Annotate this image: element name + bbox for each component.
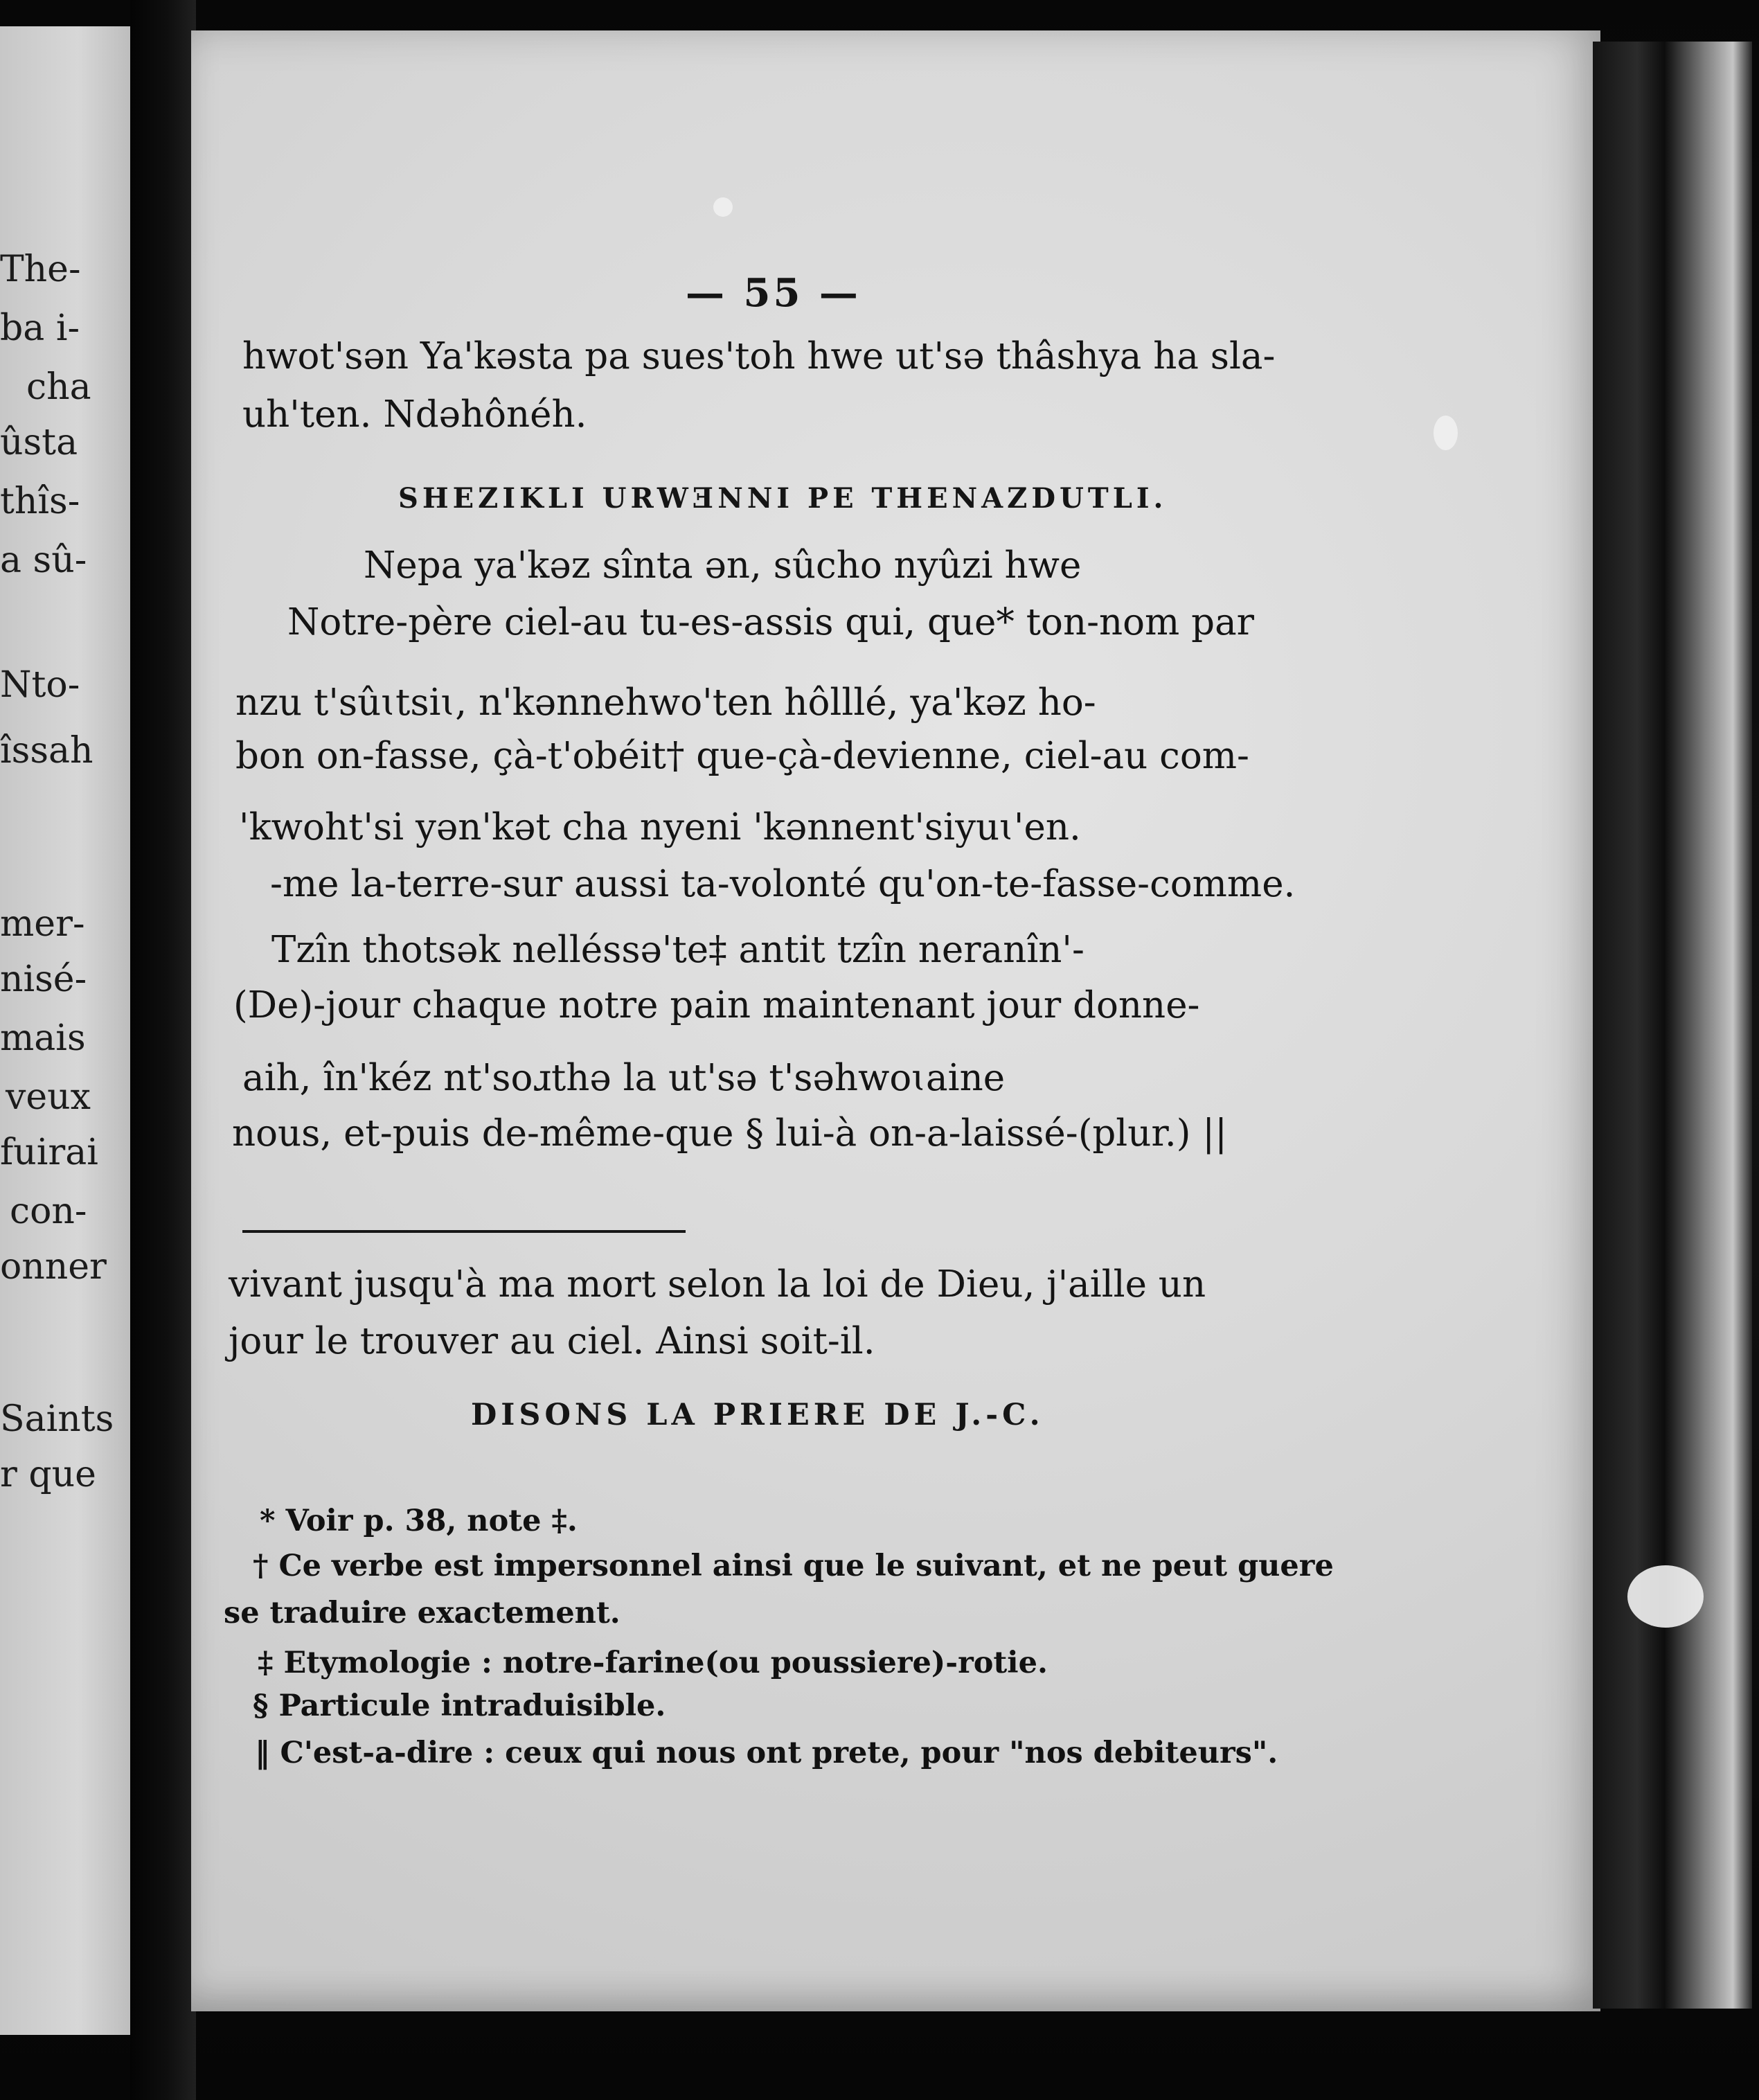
prayer-line-6: -me la-terre-sur aussi ta-volonté qu'on-te-fasse-comme.: [270, 863, 1296, 905]
prayer-line-3: nzu t'sûɩtsiɩ, n'kənnehwo'ten hôlllé, ya'kəz ho-: [235, 682, 1096, 724]
prayer-line-1: Nepa ya'kəz sînta ən, sûcho nyûzi hwe: [364, 544, 1082, 587]
left-fragment-12: veux: [6, 1076, 91, 1118]
left-fragment-4: ûsta: [0, 422, 78, 463]
left-fragment-14: con-: [10, 1191, 87, 1232]
footnote-6: ‖ C'est-a-dire : ceux qui nous ont prete, pour "nos debiteurs".: [255, 1736, 1278, 1770]
left-fragment-5: thîs-: [0, 481, 80, 522]
dust-speck: [1627, 1565, 1704, 1628]
continuation-line-2: jour le trouver au ciel. Ainsi soit-il.: [229, 1320, 875, 1362]
left-page-edge: [0, 26, 130, 2035]
continuation-line-1: vivant jusqu'à ma mort selon la loi de Dieu, j'aille un: [229, 1263, 1206, 1306]
left-fragment-6: a sû-: [0, 540, 87, 581]
prayer-line-9: aih, în'kéz nt'soɹthə la ut'sə t'səhwoɩaine: [242, 1057, 1006, 1099]
left-fragment-16: Saints: [0, 1398, 114, 1440]
page-top-line-2: uh'ten. Ndəhônéh.: [242, 393, 587, 436]
dust-speck: [713, 197, 733, 217]
left-fragment-17: r que: [0, 1454, 96, 1495]
left-fragment-9: mer-: [0, 903, 85, 945]
left-fragment-8: îssah: [0, 730, 93, 772]
prayer-line-4: bon on-fasse, çà-t'obéit† que-çà-devienne, ciel-au com-: [235, 735, 1249, 777]
prayer-line-2: Notre-père ciel-au tu-es-assis qui, que* ton-nom par: [287, 601, 1255, 643]
footnote-separator-line: [242, 1230, 686, 1233]
book-right-edge: [1593, 42, 1752, 2009]
left-fragment-10: nisé-: [0, 959, 87, 1000]
footnote-2: † Ce verbe est impersonnel ainsi que le suivant, et ne peut guere: [253, 1549, 1334, 1583]
section-heading: SHEZIKLI URWƎNNI PE THENAZDUTLI.: [398, 482, 1168, 515]
footnote-5: § Particule intraduisible.: [253, 1689, 666, 1723]
left-fragment-3: cha: [26, 366, 91, 408]
left-fragment-15: onner: [0, 1246, 107, 1288]
left-fragment-11: mais: [0, 1017, 86, 1059]
prayer-line-10: nous, et-puis de-même-que § lui-à on-a-laissé-(plur.) ||: [232, 1112, 1227, 1155]
prayer-line-8: (De)-jour chaque notre pain maintenant jour donne-: [233, 984, 1200, 1026]
page-top-line-1: hwot'sən Ya'kəsta pa sues'toh hwe ut'sə thâshya ha sla-: [242, 335, 1276, 377]
book-gutter-shadow: [130, 0, 196, 2100]
prayer-heading: DISONS LA PRIERE DE J.-C.: [471, 1398, 1044, 1432]
footnote-3: se traduire exactement.: [224, 1596, 620, 1630]
left-fragment-7: Nto-: [0, 664, 80, 706]
left-fragment-13: fuirai: [0, 1132, 98, 1173]
dust-speck: [1434, 416, 1458, 450]
page-number: — 55 —: [686, 270, 861, 316]
footnote-1: * Voir p. 38, note ‡.: [260, 1504, 578, 1538]
footnote-4: ‡ Etymologie : notre-farine(ou poussiere)-rotie.: [258, 1646, 1048, 1680]
prayer-line-7: Tzîn thotsək nelléssə'te‡ antit tzîn neranîn'-: [271, 929, 1084, 971]
left-fragment-2: ba i-: [0, 308, 80, 349]
left-fragment-1: The-: [0, 249, 81, 290]
prayer-line-5: 'kwoht'si yən'kət cha nyeni 'kənnent'siyuɩ'en.: [239, 806, 1081, 848]
